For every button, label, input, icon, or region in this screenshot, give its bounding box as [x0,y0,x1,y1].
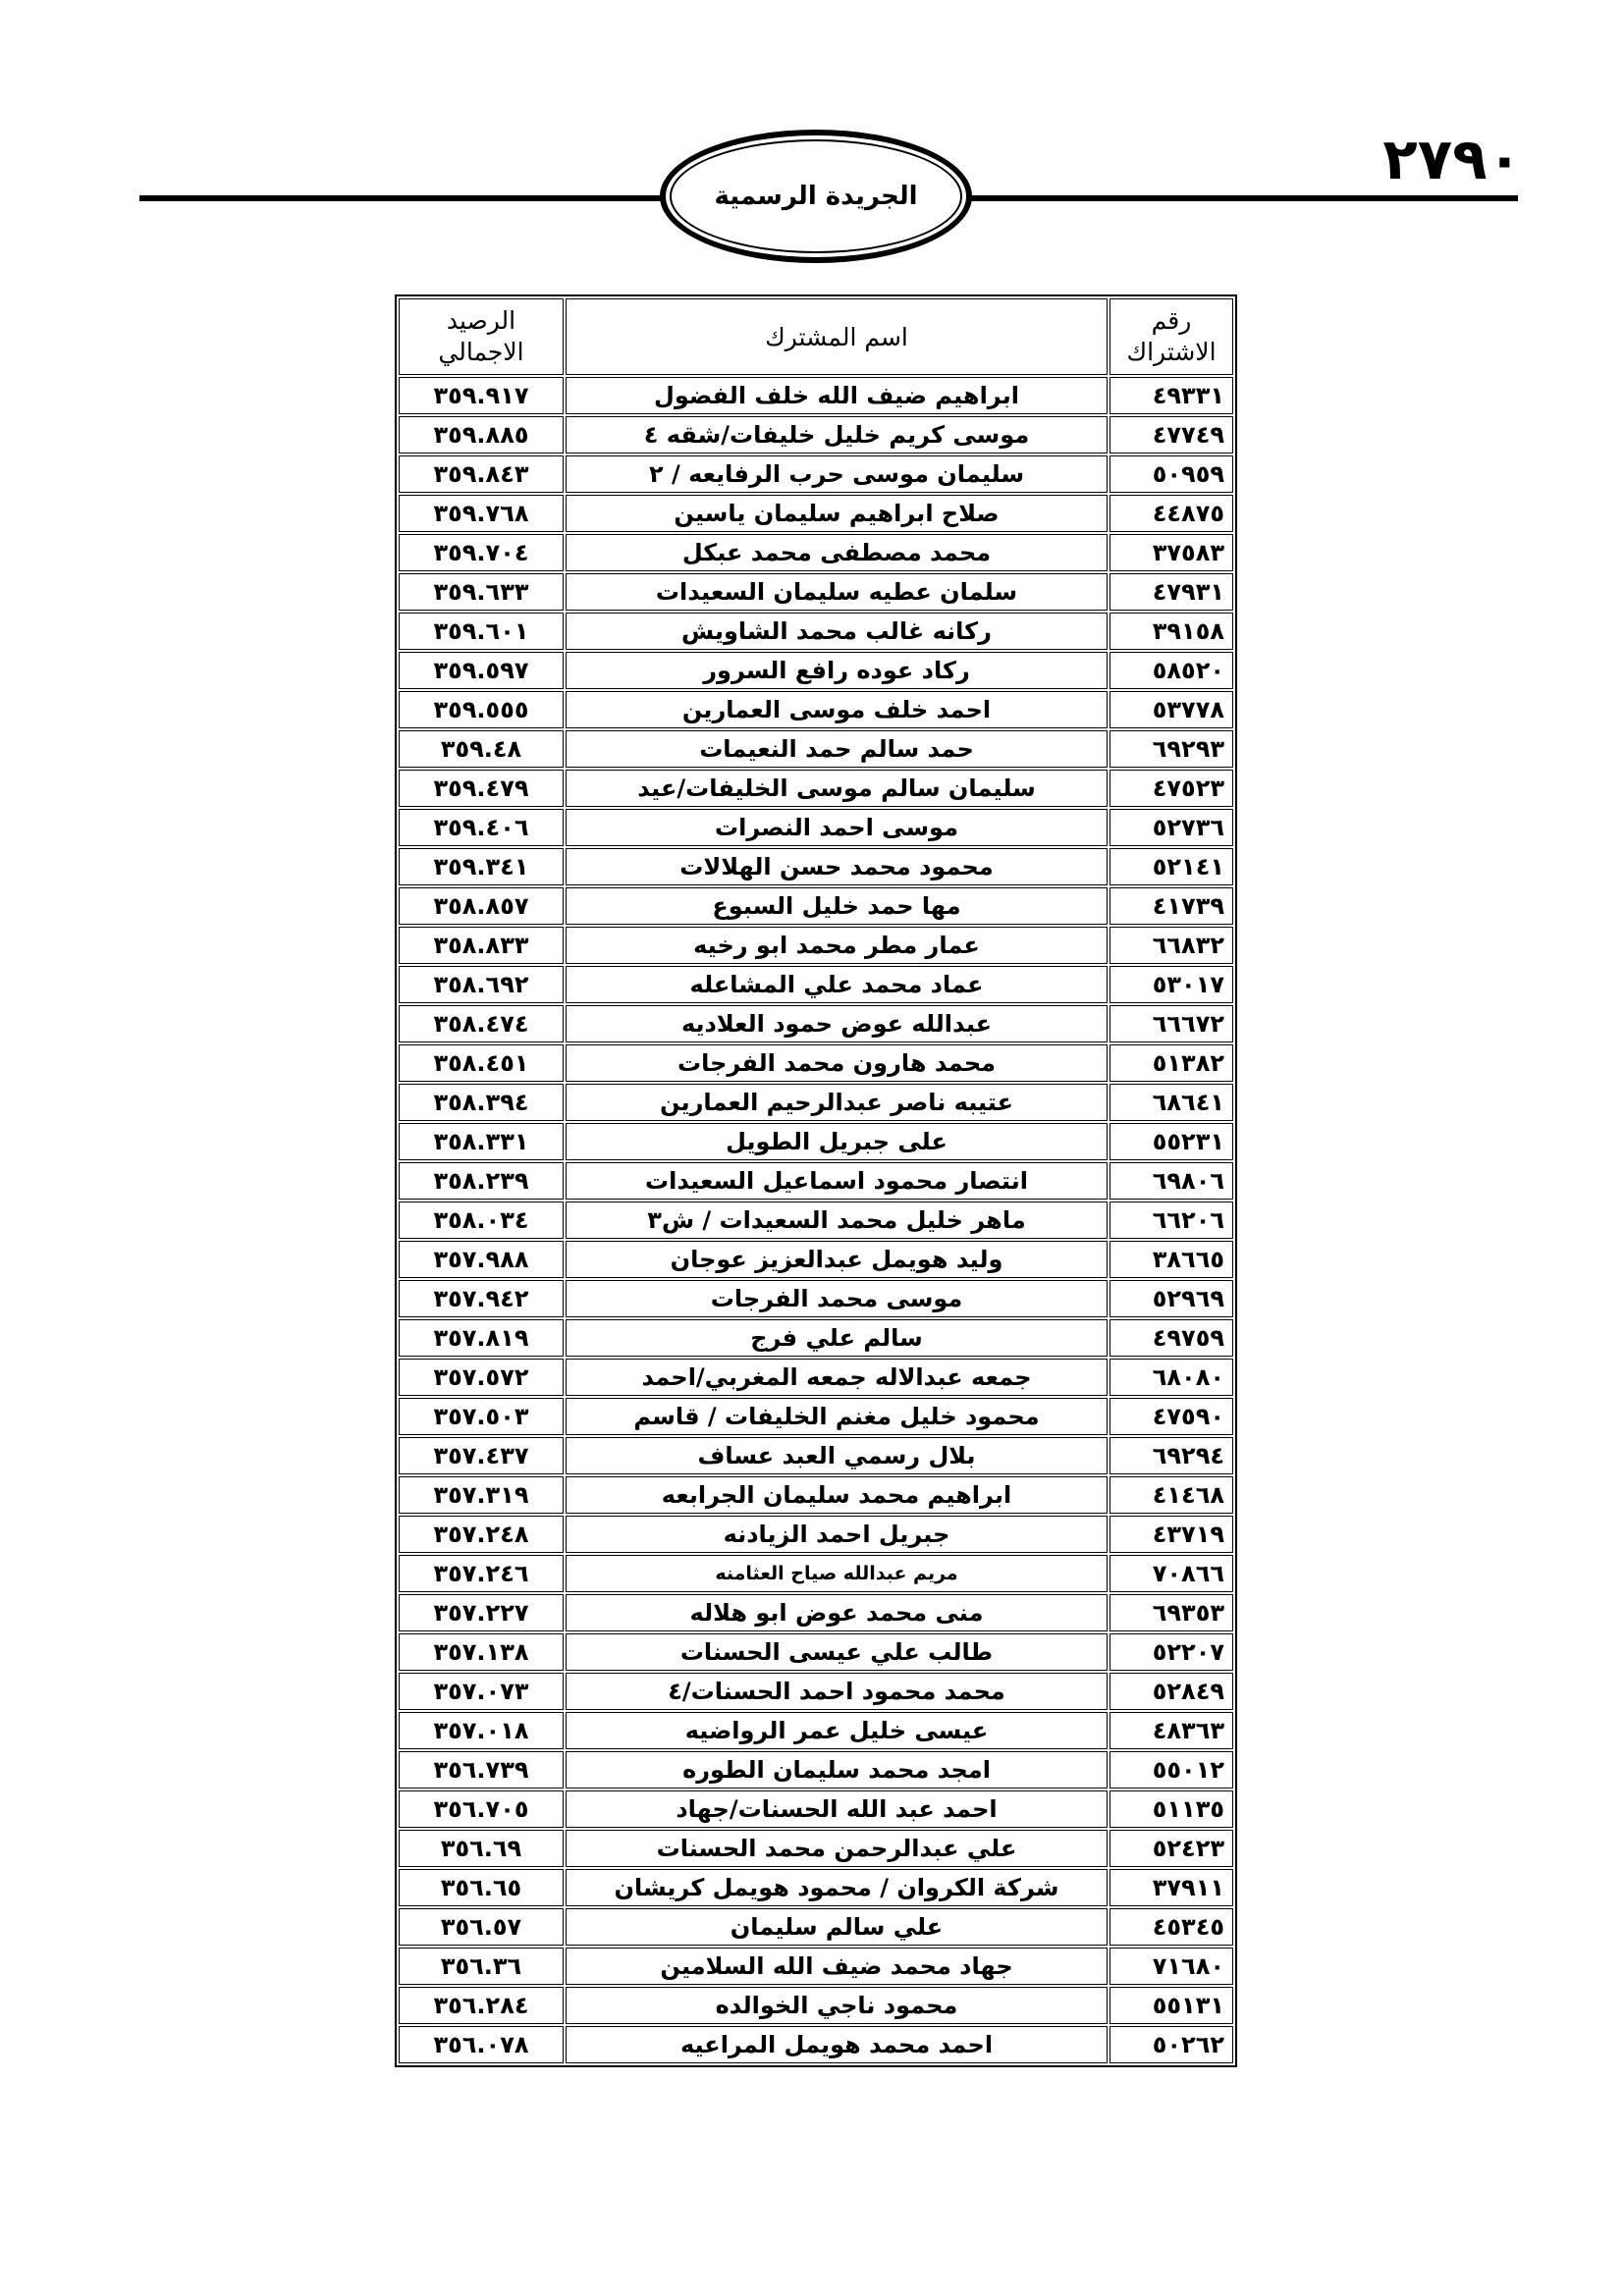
subscriber-name-cell: علي سالم سليمان [566,1908,1108,1946]
subscription-number-cell: ٤١٧٣٩ [1110,887,1233,925]
subscriber-name-cell: انتصار محمود اسماعيل السعيدات [566,1162,1108,1200]
table-row [399,887,1233,925]
subscriber-name-cell: مريم عبدالله صياح العثامنه [566,1555,1108,1592]
table-row [399,1005,1233,1042]
subscriber-name-cell: عبدالله عوض حمود العلاديه [566,1005,1108,1042]
total-balance-cell: ٣٥٧.٢٤٨ [399,1516,564,1553]
total-balance-cell: ٣٥٦.٦٩ [399,1830,564,1867]
subscribers-table [395,294,1237,2067]
table-row [399,1948,1233,1985]
subscriber-name-cell: احمد خلف موسى العمارين [566,691,1108,728]
subscriber-name-cell: جبريل احمد الزيادنه [566,1516,1108,1553]
total-balance-cell: ٣٥٧.٨١٩ [399,1319,564,1357]
total-balance-cell: ٣٥٧.٥٧٢ [399,1359,564,1396]
table-row [399,652,1233,689]
total-balance-cell: ٣٥٩.٧٦٨ [399,495,564,532]
subscriber-name-cell: محمود محمد حسن الهلالات [566,848,1108,885]
subscription-number-cell: ٣٨٦٦٥ [1110,1241,1233,1278]
subscriber-name-cell: محمود ناجي الخوالده [566,1987,1108,2024]
total-balance-cell: ٣٥٨.٤٧٤ [399,1005,564,1042]
total-balance-cell: ٣٥٧.٠٧٣ [399,1673,564,1710]
header-number-line1: رقم [1151,305,1192,335]
subscription-number-cell: ٥٢١٤١ [1110,848,1233,885]
subscriber-name-cell: حمد سالم حمد النعيمات [566,730,1108,768]
subscriber-name-cell: محمد هارون محمد الفرجات [566,1044,1108,1082]
table-row [399,495,1233,532]
table-row [399,966,1233,1003]
table-row [399,455,1233,493]
table-row [399,1162,1233,1200]
subscription-number-cell: ٤٧٥٩٠ [1110,1398,1233,1435]
subscriber-name-cell: عمار مطر محمد ابو رخيه [566,927,1108,964]
table-row [399,1555,1233,1592]
subscription-number-cell: ٧٠٨٦٦ [1110,1555,1233,1592]
table-row [399,1594,1233,1631]
subscription-number-cell: ٤٧٩٣١ [1110,573,1233,611]
table-row [399,809,1233,846]
total-balance-cell: ٣٥٩.٥٩٧ [399,652,564,689]
total-balance-cell: ٣٥٨.٠٣٤ [399,1201,564,1239]
total-balance-cell: ٣٥٨.٦٩٢ [399,966,564,1003]
table-row [399,416,1233,454]
table-row [399,1084,1233,1121]
total-balance-cell: ٣٥٩.٨٨٥ [399,416,564,454]
subscriber-name-cell: سالم علي فرج [566,1319,1108,1357]
subscriber-name-cell: على جبريل الطويل [566,1123,1108,1160]
total-balance-cell: ٣٥٦.٢٨٤ [399,1987,564,2024]
subscriber-name-cell: ابراهيم محمد سليمان الجرابعه [566,1476,1108,1514]
table-row [399,730,1233,768]
total-balance-cell: ٣٥٩.٣٤١ [399,848,564,885]
subscription-number-cell: ٥٠٩٥٩ [1110,455,1233,493]
table-row [399,613,1233,650]
table-row [399,1712,1233,1749]
total-balance-cell: ٣٥٩.٩١٧ [399,377,564,414]
subscriber-name-cell: امجد محمد سليمان الطوره [566,1751,1108,1789]
subscriber-name-cell: محمد محمود احمد الحسنات/٤ [566,1673,1108,1710]
table-row [399,2026,1233,2063]
subscription-number-cell: ٥٥٠١٢ [1110,1751,1233,1789]
subscription-number-cell: ٧١٦٨٠ [1110,1948,1233,1985]
subscription-number-cell: ٦٦٢٠٦ [1110,1201,1233,1239]
subscription-number-cell: ٥٢٤٢٣ [1110,1830,1233,1867]
subscription-number-cell: ٤٩٧٥٩ [1110,1319,1233,1357]
table-row [399,1398,1233,1435]
total-balance-cell: ٣٥٨.٨٣٣ [399,927,564,964]
subscription-number-cell: ٥٥٢٣١ [1110,1123,1233,1160]
table-row [399,1280,1233,1317]
subscription-number-cell: ٥٥١٣١ [1110,1987,1233,2024]
table-row [399,1241,1233,1278]
total-balance-cell: ٣٥٧.٤٣٧ [399,1437,564,1474]
subscription-number-cell: ٦٨٦٤١ [1110,1084,1233,1121]
total-balance-cell: ٣٥٧.١٣٨ [399,1633,564,1671]
subscriber-name-cell: صلاح ابراهيم سليمان ياسين [566,495,1108,532]
total-balance-cell: ٣٥٩.٧٠٤ [399,534,564,571]
table-row [399,1201,1233,1239]
subscriber-name-cell: مها حمد خليل السبوع [566,887,1108,925]
table-row [399,534,1233,571]
total-balance-cell: ٣٥٦.٠٧٨ [399,2026,564,2063]
table-row [399,1673,1233,1710]
subscription-number-cell: ٤٨٣٦٣ [1110,1712,1233,1749]
subscriber-name-cell: جهاد محمد ضيف الله السلامين [566,1948,1108,1985]
header-subscription-number [1110,298,1233,375]
subscriber-name-cell: محمد مصطفى محمد عبكل [566,534,1108,571]
subscription-number-cell: ٤٩٣٣١ [1110,377,1233,414]
masthead-oval [660,130,972,263]
subscription-number-cell: ٥٢٩٦٩ [1110,1280,1233,1317]
table-row [399,848,1233,885]
subscriber-name-cell: ماهر خليل محمد السعيدات / ش٣ [566,1201,1108,1239]
table-row [399,377,1233,414]
subscription-number-cell: ٥٠٢٦٢ [1110,2026,1233,2063]
subscription-number-cell: ٥٣٧٧٨ [1110,691,1233,728]
subscriber-name-cell: علي عبدالرحمن محمد الحسنات [566,1830,1108,1867]
table-row [399,1987,1233,2024]
total-balance-cell: ٣٥٧.٠١٨ [399,1712,564,1749]
total-balance-cell: ٣٥٨.٢٣٩ [399,1162,564,1200]
total-balance-cell: ٣٥٩.٦٣٣ [399,573,564,611]
table-row [399,1908,1233,1946]
subscription-number-cell: ٣٧٩١١ [1110,1869,1233,1906]
total-balance-cell: ٣٥٦.٣٦ [399,1948,564,1985]
subscriber-name-cell: احمد محمد هويمل المراعيه [566,2026,1108,2063]
subscription-number-cell: ٦٩٢٩٤ [1110,1437,1233,1474]
subscriber-name-cell: سلمان عطيه سليمان السعيدات [566,573,1108,611]
page-number: ٢٧٩٠ [1382,126,1522,192]
total-balance-cell: ٣٥٧.٩٨٨ [399,1241,564,1278]
total-balance-cell: ٣٥٦.٥٧ [399,1908,564,1946]
table-row [399,1751,1233,1789]
subscriber-name-cell: محمود خليل مغنم الخليفات / قاسم [566,1398,1108,1435]
subscriber-name-cell: احمد عبد الله الحسنات/جهاد [566,1790,1108,1828]
table-row [399,1437,1233,1474]
total-balance-cell: ٣٥٧.٢٤٦ [399,1555,564,1592]
subscription-number-cell: ٥٢٧٣٦ [1110,809,1233,846]
subscription-number-cell: ٦٩٨٠٦ [1110,1162,1233,1200]
subscription-number-cell: ٥٢٨٤٩ [1110,1673,1233,1710]
total-balance-cell: ٣٥٧.٣١٩ [399,1476,564,1514]
subscription-number-cell: ٣٩١٥٨ [1110,613,1233,650]
total-balance-cell: ٣٥٦.٧٠٥ [399,1790,564,1828]
total-balance-cell: ٣٥٩.٨٤٣ [399,455,564,493]
subscriber-name-cell: ابراهيم ضيف الله خلف الفضول [566,377,1108,414]
subscription-number-cell: ٦٩٣٥٣ [1110,1594,1233,1631]
table-row [399,1476,1233,1514]
subscription-number-cell: ٣٧٥٨٣ [1110,534,1233,571]
total-balance-cell: ٣٥٦.٧٣٩ [399,1751,564,1789]
subscriber-name-cell: عيسى خليل عمر الرواضيه [566,1712,1108,1749]
subscriber-name-cell: طالب علي عيسى الحسنات [566,1633,1108,1671]
subscriber-name-cell: ركانه غالب محمد الشاويش [566,613,1108,650]
subscription-number-cell: ٦٦٨٣٢ [1110,927,1233,964]
subscriber-name-cell: منى محمد عوض ابو هلاله [566,1594,1108,1631]
subscriber-name-cell: جمعه عبدالاله جمعه المغربي/احمد [566,1359,1108,1396]
total-balance-cell: ٣٥٩.٤٠٦ [399,809,564,846]
header-total-balance [399,298,564,375]
total-balance-cell: ٣٥٩.٥٥٥ [399,691,564,728]
header-number-line2: الاشتراك [1126,338,1217,366]
subscription-number-cell: ٦٩٢٩٣ [1110,730,1233,768]
table-row [399,1633,1233,1671]
total-balance-cell: ٣٥٧.٥٠٣ [399,1398,564,1435]
total-balance-cell: ٣٥٩.٤٧٩ [399,770,564,807]
subscriber-name-cell: موسى احمد النصرات [566,809,1108,846]
subscription-number-cell: ٥٢٢٠٧ [1110,1633,1233,1671]
total-balance-cell: ٣٥٨.٤٥١ [399,1044,564,1082]
subscription-number-cell: ٥٨٥٢٠ [1110,652,1233,689]
masthead-title: الجريدة الرسمية [714,182,918,211]
table-row [399,691,1233,728]
header-subscriber-name: اسم المشترك [566,298,1108,375]
subscriber-name-cell: سليمان سالم موسى الخليفات/عيد [566,770,1108,807]
table-header-row [399,298,1233,375]
subscription-number-cell: ٤٣٧١٩ [1110,1516,1233,1553]
total-balance-cell: ٣٥٦.٦٥ [399,1869,564,1906]
table-row [399,1790,1233,1828]
subscription-number-cell: ٤٤٨٧٥ [1110,495,1233,532]
subscription-number-cell: ٤٧٥٢٣ [1110,770,1233,807]
subscription-number-cell: ٥١٣٨٢ [1110,1044,1233,1082]
table-row [399,1319,1233,1357]
subscription-number-cell: ٤١٤٦٨ [1110,1476,1233,1514]
table-row [399,1516,1233,1553]
subscriber-name-cell: عتيبه ناصر عبدالرحيم العمارين [566,1084,1108,1121]
table-row [399,1359,1233,1396]
total-balance-cell: ٣٥٨.٣٩٤ [399,1084,564,1121]
header-balance-line2: الاجمالي [438,338,524,366]
total-balance-cell: ٣٥٨.٣٣١ [399,1123,564,1160]
subscriber-name-cell: بلال رسمي العبد عساف [566,1437,1108,1474]
subscription-number-cell: ٤٧٧٤٩ [1110,416,1233,454]
table-row [399,1869,1233,1906]
total-balance-cell: ٣٥٩.٤٨ [399,730,564,768]
table-row [399,1044,1233,1082]
header-balance-line1: الرصيد [446,305,516,335]
table-row [399,770,1233,807]
subscriber-name-cell: شركة الكروان / محمود هويمل كريشان [566,1869,1108,1906]
table-row [399,573,1233,611]
subscription-number-cell: ٦٦٦٧٢ [1110,1005,1233,1042]
table-row [399,927,1233,964]
total-balance-cell: ٣٥٨.٨٥٧ [399,887,564,925]
subscriber-name-cell: وليد هويمل عبدالعزيز عوجان [566,1241,1108,1278]
total-balance-cell: ٣٥٧.٢٢٧ [399,1594,564,1631]
subscriber-name-cell: عماد محمد علي المشاعله [566,966,1108,1003]
subscription-number-cell: ٤٥٣٤٥ [1110,1908,1233,1946]
table-row [399,1830,1233,1867]
subscriber-name-cell: موسى كريم خليل خليفات/شقه ٤ [566,416,1108,454]
subscriber-name-cell: سليمان موسى حرب الرفايعه / ٢ [566,455,1108,493]
subscription-number-cell: ٥١١٣٥ [1110,1790,1233,1828]
subscription-number-cell: ٦٨٠٨٠ [1110,1359,1233,1396]
total-balance-cell: ٣٥٩.٦٠١ [399,613,564,650]
subscriber-name-cell: ركاد عوده رافع السرور [566,652,1108,689]
table-row [399,1123,1233,1160]
total-balance-cell: ٣٥٧.٩٤٢ [399,1280,564,1317]
subscription-number-cell: ٥٣٠١٧ [1110,966,1233,1003]
subscriber-name-cell: موسى محمد الفرجات [566,1280,1108,1317]
